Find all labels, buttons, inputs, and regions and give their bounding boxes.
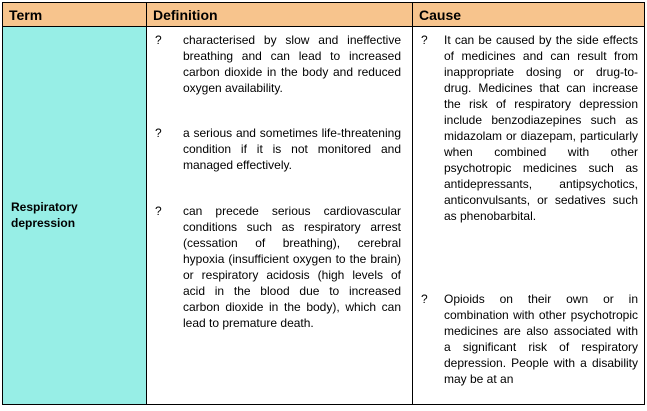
- definition-item: a serious and sometimes life-threatening condition if it is not monitored and managed effectively.: [183, 126, 401, 172]
- definitions-table: [2, 2, 645, 405]
- bullet-icon: ?: [421, 292, 428, 306]
- cause-item: Opioids on their own or in combination with other psychotropic medicines are also associated with a significant risk of respiratory depression. People with a disability may be at an: [444, 292, 638, 386]
- bullet-icon: ?: [155, 126, 162, 140]
- bullet-icon: ?: [421, 33, 428, 47]
- cause-cell: [413, 27, 644, 404]
- bullet-icon: ?: [155, 33, 162, 47]
- header-cause: Cause: [413, 3, 644, 27]
- bullet-icon: ?: [155, 204, 162, 218]
- term-label: Respiratory depression: [11, 200, 78, 230]
- cause-item: It can be caused by the side effects of medicines and can result from inappropriate dosing or drug-to-drug. Medicines that can increase the risk of respiratory depression include benzodiazepines such as midazolam or diazepam, particularly when combined with other psychotropic medicines such as antidepressants, antipsychotics, anticonvulsants, or sedatives such as phenobarbital.: [444, 33, 638, 223]
- header-definition: Definition: [147, 3, 413, 27]
- definition-item: characterised by slow and ineffective breathing and can lead to increased carbon dioxide in the body and reduced oxygen availability.: [183, 33, 401, 95]
- term-cell: [3, 27, 147, 404]
- header-term: Term: [3, 3, 147, 27]
- definition-item: can precede serious cardiovascular conditions such as respiratory arrest (cessation of breathing), cerebral hypoxia (insufficient oxygen to the brain) or respiratory acidosis (high levels of acid in the blood due to increased carbon dioxide in the body), which can lead to premature death.: [183, 204, 401, 330]
- definition-cell: [147, 27, 413, 404]
